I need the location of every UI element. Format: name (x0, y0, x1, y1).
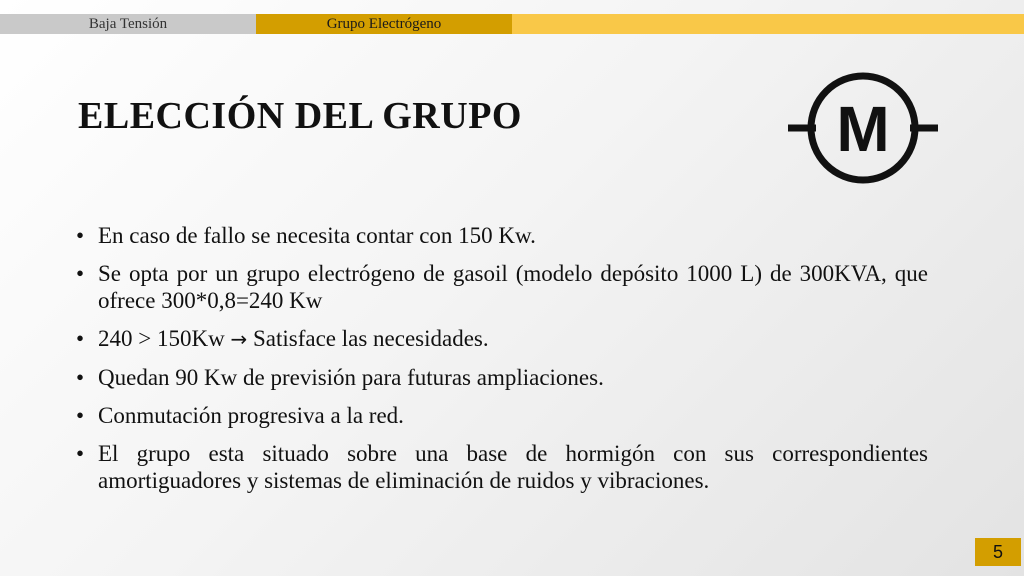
bullet-text: Quedan 90 Kw de previsión para futuras ampliaciones. (98, 365, 604, 390)
bullet-marker: • (76, 365, 85, 390)
bullet-item (74, 325, 928, 353)
bullet-marker: • (76, 261, 85, 286)
bullet-item (74, 440, 928, 494)
bullet-text: Se opta por un grupo electrógeno de gasoil (modelo depósito 1000 L) de 300KVA, que ofrece 300*0,8=240 Kw (98, 261, 928, 313)
bullet-item (74, 402, 928, 429)
bullet-text-after-arrow: Satisface las necesidades. (252, 326, 489, 351)
page-number-badge: 5 (975, 538, 1021, 566)
header-tab-bar (0, 14, 1024, 34)
bullet-item (74, 364, 928, 391)
tab-grupo-electrogeno[interactable]: Grupo Electrógeno (256, 14, 512, 34)
header-bar-fill (512, 14, 1024, 34)
bullet-item (74, 260, 928, 314)
bullet-marker: • (76, 441, 85, 466)
right-arrow-icon: → (230, 327, 248, 351)
bullet-marker: • (76, 326, 85, 351)
bullet-text: Conmutación progresiva a la red. (98, 403, 404, 428)
bullet-text: El grupo esta situado sobre una base de hormigón con sus correspondientes amortiguadores y sistemas de eliminación de ruidos y vibraciones. (98, 441, 928, 493)
tab-baja-tension[interactable]: Baja Tensión (0, 14, 256, 34)
slide-title: ELECCIÓN DEL GRUPO (78, 95, 522, 137)
motor-symbol-icon (788, 70, 938, 188)
motor-letter: M (836, 93, 890, 165)
bullet-item (74, 222, 928, 249)
bullet-marker: • (76, 403, 85, 428)
bullet-marker: • (76, 223, 85, 248)
bullet-list (74, 222, 928, 505)
bullet-text: En caso de fallo se necesita contar con 150 Kw. (98, 223, 536, 248)
bullet-text-before-arrow: 240 > 150Kw (98, 326, 225, 351)
